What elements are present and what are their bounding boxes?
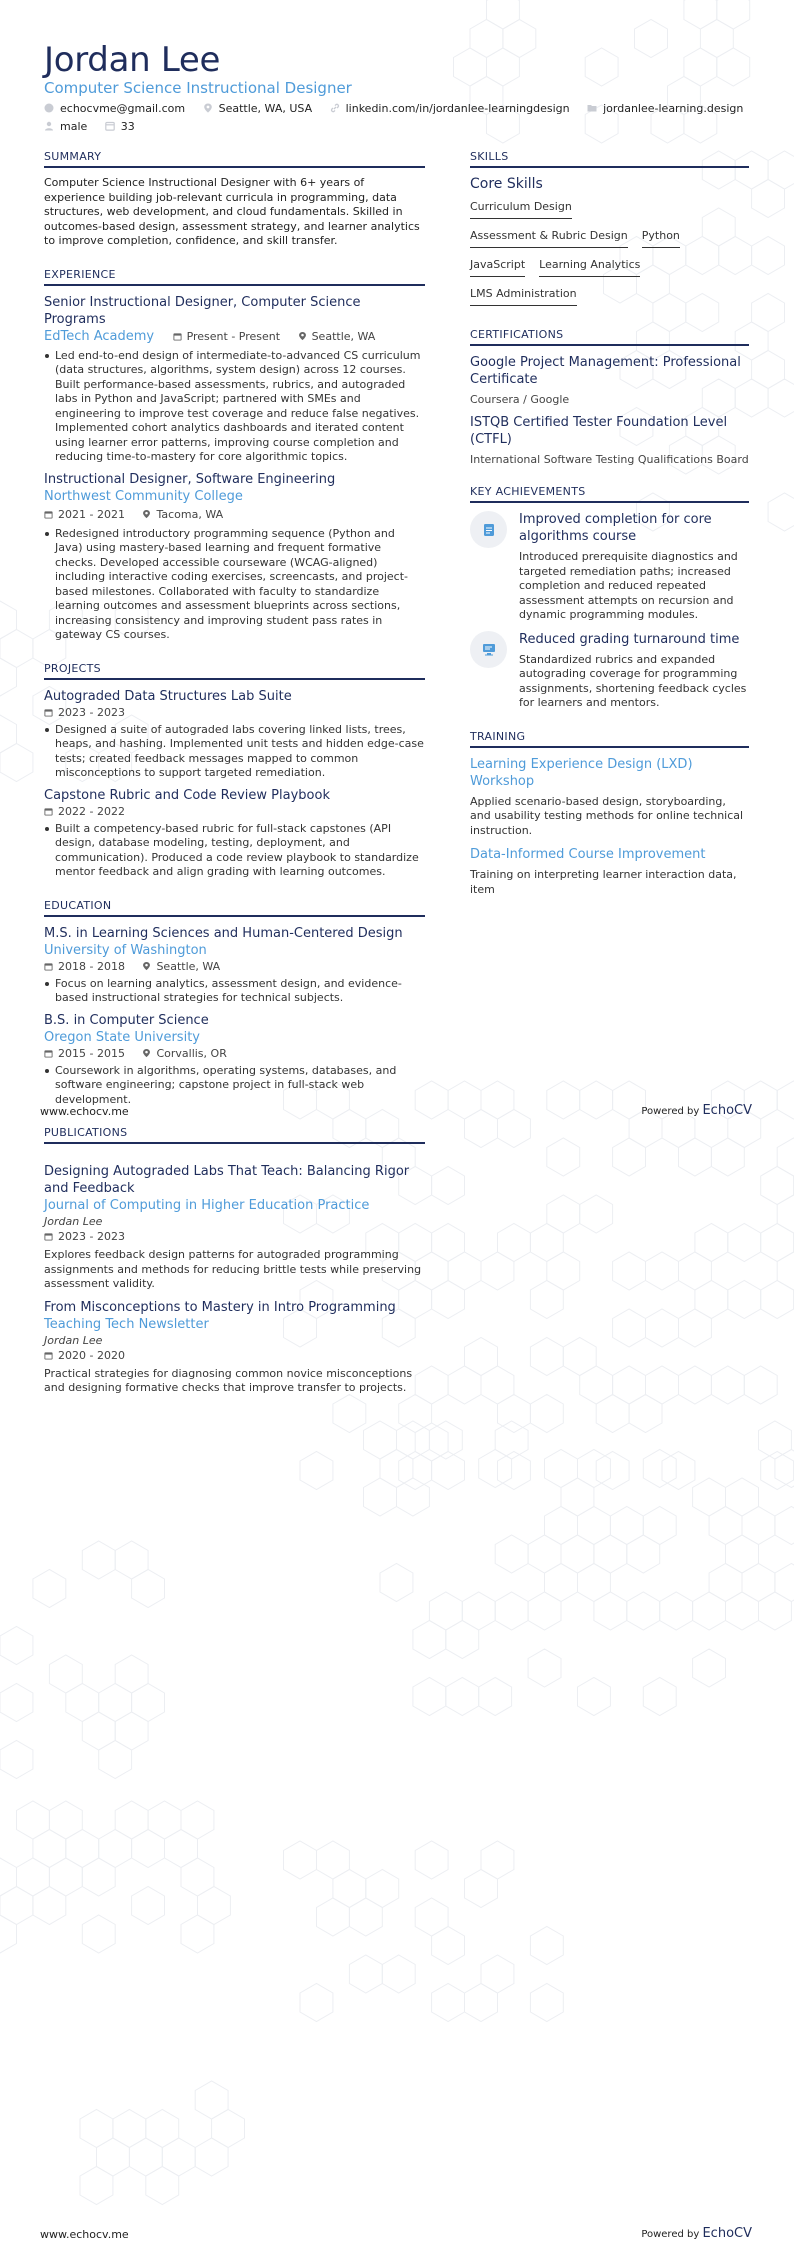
projects-heading: PROJECTS [44,662,425,680]
experience-bullet: Redesigned introductory programming sequence (Python and Java) using mastery-based learning and frequent formative checks. Developed accessible courseware (WCAG-aligned) including interactive coding exercises, screencasts, and project-based milestones. Collaborated with faculty to standardize learning outcomes and assessment blueprints across sections, increasing consistency and improving student pass rates in gateway CS courses. [44,527,425,643]
location-icon [203,103,213,113]
project-bullet: Designed a suite of autograded labs covering linked lists, trees, heaps, and hashing. Implemented unit tests and hidden edge-case tests; created feedback messages mapped to common misconceptions to support targeted remediation. [44,723,425,781]
training-title: Data-Informed Course Improvement [470,847,706,862]
right-column [470,150,749,897]
education-location: Seattle, WA [156,959,221,973]
project-title: Capstone Rubric and Code Review Playbook [44,787,330,803]
candidate-name: Jordan Lee [44,40,221,80]
calendar-icon [44,1351,53,1360]
powered-by: Powered by EchoCV [641,1103,752,1118]
certifications-heading: CERTIFICATIONS [470,328,749,346]
education-degree: M.S. in Learning Sciences and Human-Centered Design [44,925,403,941]
email-icon [44,103,54,113]
publication-dates: 2020 - 2020 [58,1348,125,1362]
skill-tag: JavaScript [470,256,525,277]
summary-heading: SUMMARY [44,150,425,168]
calendar-icon [44,708,53,717]
calendar-icon [44,1049,53,1058]
location-icon [298,331,307,341]
location-icon [142,961,151,971]
skill-tag: Learning Analytics [539,256,640,277]
contact-website[interactable]: jordanlee-learning.design [587,100,743,118]
experience-title: Instructional Designer, Software Engineering [44,471,336,487]
summary-text: Computer Science Instructional Designer with 6+ years of experience building job-relevant curricula in programming, data structures, web development, and cloud fundamentals. Skilled in outcomes-based design, assessment strategy, and learner analytics to improve completion, confidence, and skill transfer. [44,176,420,247]
skill-tag: Assessment & Rubric Design [470,227,628,248]
page-footer [40,1105,752,1118]
certification-issuer: International Software Testing Qualifications Board [470,453,749,466]
skill-tag: Curriculum Design [470,198,572,219]
candidate-title: Computer Science Instructional Designer [44,79,352,97]
project-entry [44,787,425,880]
certification-entry [470,354,749,406]
powered-by: Powered by EchoCV [641,2226,752,2241]
training-entry [470,756,749,839]
folder-icon [587,103,597,113]
publication-venue: Journal of Computing in Higher Education Practice [44,1198,370,1213]
achievement-icon-circle [470,511,507,548]
education-dates: 2015 - 2015 [58,1046,125,1060]
experience-location: Tacoma, WA [156,507,224,521]
location-icon [142,509,151,519]
certification-issuer: Coursera / Google [470,393,570,406]
location-icon [142,1048,151,1058]
education-bullet: Coursework in algorithms, operating systems, databases, and software engineering; capstone project in full-stack web development. [44,1064,425,1108]
experience-entry [44,471,425,643]
education-school: Oregon State University [44,1029,200,1045]
publication-title: From Misconceptions to Mastery in Intro Programming [44,1299,396,1315]
certification-entry [470,414,749,466]
education-entry [44,1012,425,1108]
skill-tag: Python [642,227,680,248]
achievement-icon-circle [470,631,507,668]
achievement-entry [470,631,749,711]
contact-email[interactable]: echocvme@gmail.com [44,100,185,118]
project-dates: 2023 - 2023 [58,705,125,719]
contact-linkedin[interactable]: linkedin.com/in/jordanlee-learningdesign [330,100,570,118]
education-location: Corvallis, OR [156,1046,227,1060]
publication-venue: Teaching Tech Newsletter [44,1316,209,1332]
education-entry [44,925,425,1006]
calendar-icon [44,510,53,519]
project-dates: 2022 - 2022 [58,804,125,818]
publication-description: Explores feedback design patterns for autograded programming assignments and methods for reducing brittle tests while preserving assessment validity. [44,1248,422,1290]
contact-bar [44,100,764,136]
achievement-description: Standardized rubrics and expanded autograding coverage for programming assignments, shortening feedback cycles for learners and mentors. [519,652,747,709]
skill-group-title: Core Skills [470,176,543,192]
experience-title: Senior Instructional Designer, Computer Science Programs [44,294,361,327]
experience-entry [44,294,425,465]
footer-site-link[interactable]: www.echocv.me [40,1105,129,1118]
experience-location: Seattle, WA [311,329,376,343]
calendar-icon [44,807,53,816]
project-entry [44,688,425,781]
publication-dates: 2023 - 2023 [58,1230,125,1243]
echocv-logo[interactable]: EchoCV [702,2226,752,2241]
experience-dates: Present - Present [186,329,281,343]
publication-entry [44,1163,425,1292]
achievement-entry [470,511,749,623]
experience-heading: EXPERIENCE [44,268,425,286]
document-icon [483,523,495,537]
publication-title: Designing Autograded Labs That Teach: Balancing Rigor and Feedback [44,1164,410,1196]
certification-title: ISTQB Certified Tester Foundation Level (CTFL) [470,415,728,447]
link-icon [330,103,340,113]
education-dates: 2018 - 2018 [58,959,125,973]
calendar-icon [44,1232,53,1241]
experience-dates: 2021 - 2021 [58,507,125,521]
training-title: Learning Experience Design (LXD) Workshop [470,756,693,789]
skill-tag: LMS Administration [470,285,577,306]
achievement-title: Improved completion for core algorithms course [519,512,712,544]
certification-title: Google Project Management: Professional Certificate [470,355,741,387]
education-heading: EDUCATION [44,899,425,917]
publications-continued [44,1163,425,1396]
monitor-icon [482,643,496,656]
publication-author: Jordan Lee [44,1215,103,1228]
experience-org: Northwest Community College [44,488,243,504]
publication-entry [44,1299,425,1396]
page-footer [40,2228,752,2241]
contact-gender: male [44,118,87,136]
experience-bullet: Led end-to-end design of intermediate-to-advanced CS curriculum (data structures, algorithms, system design) across 12 courses. Built performance-based assessments, rubrics, and autograded labs in Python and JavaScript; partnered with SMEs and engineering to improve test coverage and reduce false negatives. Implemented cohort analytics dashboards and iterated content using learner error patterns, improving course completion and reducing time-to-mastery for core algorithmic topics. [44,349,425,465]
training-heading: TRAINING [470,730,749,748]
experience-org: EdTech Academy [44,328,155,344]
achievement-description: Introduced prerequisite diagnostics and targeted remediation paths; increased completion and reduced repeated assessment attempts on recursion and dynamic programming modules. [519,550,738,621]
training-description: Applied scenario-based design, storyboarding, and usability testing methods for online technical instruction. [470,794,744,837]
publication-author: Jordan Lee [44,1333,103,1347]
education-bullet: Focus on learning analytics, assessment design, and evidence-based instructional strategies for technical subjects. [44,977,425,1006]
project-bullet: Built a competency-based rubric for full-stack capstones (API design, database modeling, testing, deployment, and communication). Produced a code review playbook to standardize mentor feedback and align grading with learning outcomes. [44,822,425,880]
education-school: University of Washington [44,942,207,958]
echocv-logo[interactable]: EchoCV [702,1103,752,1118]
contact-location: Seattle, WA, USA [203,100,313,118]
footer-site-link[interactable]: www.echocv.me [40,2228,129,2241]
calendar-icon [173,332,182,341]
project-title: Autograded Data Structures Lab Suite [44,688,292,704]
calendar-icon [105,121,115,131]
publications-heading: PUBLICATIONS [44,1126,425,1144]
education-degree: B.S. in Computer Science [44,1012,209,1028]
person-icon [44,121,54,131]
publication-description: Practical strategies for diagnosing common novice misconceptions and designing formative checks that improve transfer to projects. [44,1366,413,1394]
training-description: Training on interpreting learner interaction data, item [470,868,737,896]
contact-age: 33 [105,118,135,136]
achievements-heading: KEY ACHIEVEMENTS [470,485,749,503]
left-column [44,150,425,1152]
training-entry [470,846,749,897]
skills-heading: SKILLS [470,150,749,168]
achievement-title: Reduced grading turnaround time [519,631,740,647]
skills-list [470,198,749,314]
calendar-icon [44,962,53,971]
